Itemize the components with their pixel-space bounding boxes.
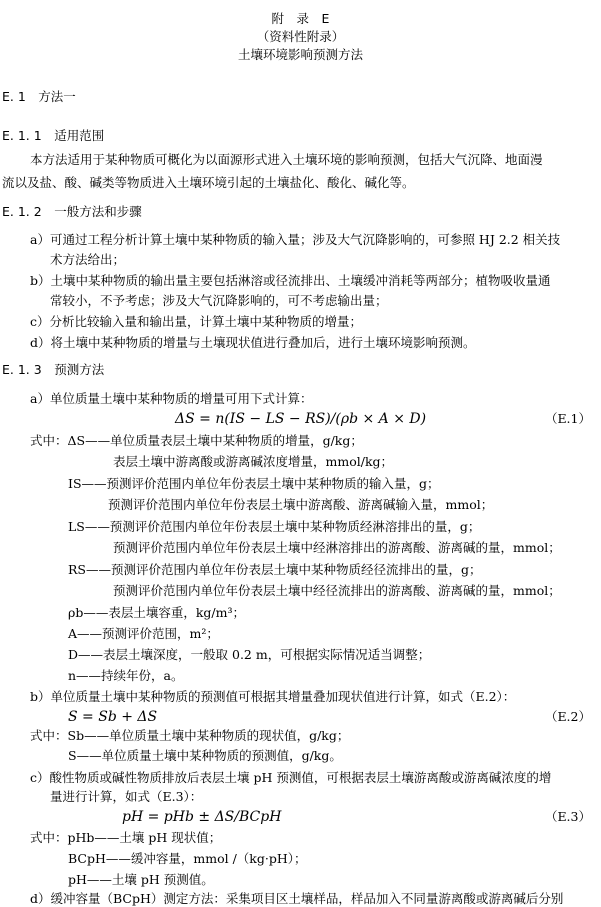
- section-e11-heading: E. 1. 1 适用范围: [2, 128, 105, 143]
- step-d-line: d）将土壤中某种物质的增量与土壤现状值进行叠加后，进行土壤环境影响预测。: [30, 335, 476, 350]
- def-d: D——表层土壤深度，一般取 0.2 m，可根据实际情况适当调整；: [68, 647, 431, 662]
- def-rho-b: ρb——表层土壤容重，kg/m³；: [68, 605, 246, 620]
- equation-e1-number: （E.1）: [544, 411, 591, 426]
- step-b-line-2: 常较小，不予考虑；涉及大气沉降影响的，可不考虑输出量；: [50, 293, 388, 308]
- section-e12-heading: E. 1. 2 一般方法和步骤: [2, 204, 142, 219]
- def-is: IS——预测评价范围内单位年份表层土壤中某种物质的输入量，g；: [68, 476, 440, 491]
- step-c-line: c）分析比较输入量和输出量，计算土壤中某种物质的增量；: [30, 314, 363, 329]
- equation-e2: S = Sb + ΔS: [68, 709, 158, 725]
- method-b-intro: b）单位质量土壤中某种物质的预测值可根据其增量叠加现状值进行计算，如式（E.2）：: [30, 689, 516, 704]
- def-ph: pH——土壤 pH 预测值。: [68, 872, 214, 887]
- def-s: S——单位质量土壤中某种物质的预测值，g/kg。: [68, 748, 342, 763]
- def-ph-b: 式中：pHb——土壤 pH 现状值；: [30, 830, 222, 845]
- def-ls-cont: 预测评价范围内单位年份表层土壤中经淋溶排出的游离酸、游离碱的量，mmol；: [113, 540, 561, 555]
- section-e1-heading: E. 1 方法一: [2, 89, 76, 104]
- def-n: n——持续年份，a。: [68, 668, 184, 683]
- step-b-line-1: b）土壤中某种物质的输出量主要包括淋溶或径流排出、土壤缓冲消耗等两部分；植物吸收量通: [30, 273, 551, 288]
- def-ls: LS——预测评价范围内单位年份表层土壤中某种物质经淋溶排出的量，g；: [68, 519, 481, 534]
- appendix-title: 土壤环境影响预测方法: [237, 47, 363, 62]
- appendix-note: （资料性附录）: [256, 29, 345, 44]
- equation-e3-number: （E.3）: [544, 809, 591, 824]
- scope-line-2: 流以及盐、酸、碱类等物质进入土壤环境引起的土壤盐化、酸化、碱化等。: [2, 175, 415, 190]
- scope-line-1: 本方法适用于某种物质可概化为以面源形式进入土壤环境的影响预测，包括大气沉降、地面漫: [30, 152, 543, 167]
- def-rs-cont: 预测评价范围内单位年份表层土壤中经径流排出的游离酸、游离碱的量，mmol；: [113, 583, 561, 598]
- step-a-line-2: 术方法给出；: [50, 252, 126, 267]
- equation-e3: pH = pHb ± ΔS/BCpH: [122, 809, 282, 825]
- appendix-heading: 附 录 E: [271, 11, 330, 26]
- def-sb: 式中：Sb——单位质量土壤中某种物质的现状值，g/kg；: [30, 728, 350, 743]
- step-a-line-1: a）可通过工程分析计算土壤中某种物质的输入量；涉及大气沉降影响的，可参照 HJ 2.2 相关技: [30, 232, 561, 247]
- equation-e2-number: （E.2）: [544, 709, 591, 724]
- def-bc-ph: BCpH——缓冲容量，mmol /（kg·pH）；: [68, 851, 307, 866]
- method-c-intro-1: c）酸性物质或碱性物质排放后表层土壤 pH 预测值，可根据表层土壤游离酸或游离碱浓度的增: [30, 770, 552, 785]
- method-d-intro: d）缓冲容量（BCpH）测定方法：采集项目区土壤样品，样品加入不同量游离酸或游离碱后分别: [30, 891, 564, 906]
- def-a: A——预测评价范围，m²；: [68, 626, 219, 641]
- section-e13-heading: E. 1. 3 预测方法: [2, 362, 105, 377]
- def-is-cont: 预测评价范围内单位年份表层土壤中游离酸、游离碱输入量，mmol；: [108, 497, 494, 512]
- def-delta-s-cont: 表层土壤中游离酸或游离碱浓度增量，mmol/kg；: [113, 454, 394, 469]
- def-rs: RS——预测评价范围内单位年份表层土壤中某种物质经径流排出的量，g；: [68, 562, 482, 577]
- def-delta-s: 式中：ΔS——单位质量表层土壤中某种物质的增量，g/kg；: [30, 433, 363, 448]
- equation-e1: ΔS = n(IS − LS − RS)/(ρb × A × D): [175, 411, 427, 427]
- method-a-intro: a）单位质量土壤中某种物质的增量可用下式计算：: [30, 391, 313, 406]
- method-c-intro-2: 量进行计算，如式（E.3）：: [50, 789, 203, 804]
